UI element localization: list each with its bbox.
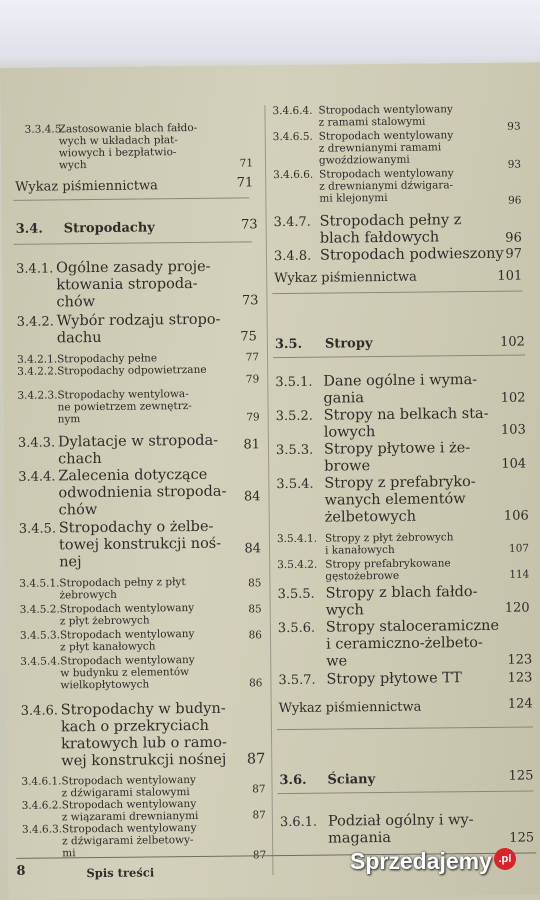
entry-number: 3.5.2.	[275, 408, 313, 425]
entry-title-line: gania	[323, 390, 365, 407]
divider	[14, 241, 252, 244]
section-number: 3.6.	[279, 772, 307, 789]
entry-page: 85	[248, 603, 262, 616]
entry-title-line: Stropodach wentylowany	[318, 129, 454, 143]
entry-number: 3.4.6.2.	[21, 799, 62, 812]
entry-title-line: Stropodach pełny z płyt	[59, 576, 186, 590]
entry-number: 3.5.7.	[278, 672, 316, 689]
entry-title-line: odwodnienia stropoda-	[58, 483, 227, 502]
entry-title-line: wej konstrukcji nośnej	[61, 751, 227, 770]
entry-title-line: Zastosowanie blach fałdo-	[58, 121, 198, 136]
entry-number: 3.5.4.	[276, 476, 314, 493]
entry-number: 3.4.7.	[273, 214, 311, 231]
entry-title-line: z płyt żebrowych	[59, 614, 150, 628]
entry-title-line: Stropodach wentylowany	[61, 821, 197, 836]
entry-page: 104	[501, 456, 527, 472]
entry-page: 96	[505, 230, 522, 246]
entry-title-line: Stropy z blach fałdo-	[325, 584, 478, 602]
entry-title-line: Stropy prefabrykowane	[325, 557, 451, 571]
entry-title-line: magania	[328, 829, 392, 847]
entry-page: 75	[240, 329, 257, 345]
entry-number: 3.4.5.4.	[20, 655, 61, 668]
divider	[278, 790, 534, 794]
entry-page: 93	[507, 158, 522, 171]
entry-title-line: Stropy z prefabryko-	[324, 474, 476, 492]
entry-title-line: z płyt kanałowych	[60, 640, 156, 654]
entry-title-line: Wykaz piśmiennictwa	[274, 269, 417, 287]
divider	[13, 197, 249, 200]
entry-title-line: Stropodach wentylowany	[61, 797, 197, 812]
entry-number: 3.4.6.1.	[21, 775, 62, 788]
entry-title-line: kach o przekryciach	[60, 717, 210, 736]
entry-page: 84	[244, 541, 262, 557]
entry-number: 3.4.5.1.	[19, 577, 60, 590]
entry-number: 3.5.3.	[275, 442, 314, 459]
entry-title-line: wych	[58, 159, 87, 172]
entry-number: 3.4.2.2.	[17, 365, 58, 378]
entry-title-line: z wiązarami drewnianymi	[61, 809, 199, 824]
entry-title-line: kratowych lub o ramo-	[61, 734, 227, 753]
entry-title-line: Stropy płytowe TT	[326, 670, 462, 688]
entry-title-line: Stropodachy o żelbe-	[58, 518, 214, 537]
entry-page: 81	[243, 437, 261, 453]
entry-number: 3.4.3.	[17, 435, 56, 451]
entry-title-line: żelbetowych	[324, 508, 417, 526]
entry-title-line: Stropodachy w budyn-	[60, 700, 226, 719]
entry-number: 3.5.4.2.	[277, 558, 318, 572]
entry-title-line: żebrowych	[59, 588, 117, 602]
book-page	[0, 62, 540, 900]
section-number: 3.5.	[274, 336, 303, 353]
entry-title-line: Stropodach wentylowany	[59, 601, 195, 616]
entry-page: 103	[500, 422, 526, 438]
entry-title-line: Stropy z płyt żebrowych	[324, 531, 454, 545]
entry-title-line: Stropodach podwieszony	[319, 245, 504, 264]
entry-number: 3.4.6.	[20, 703, 59, 719]
entry-number: 3.4.6.3.	[21, 823, 63, 836]
entry-number: 3.3.4.5.	[24, 123, 65, 136]
divider	[277, 726, 533, 730]
entry-page: 86	[248, 629, 263, 642]
entry-title-line: Wykaz piśmiennictwa	[278, 699, 422, 717]
entry-title-line: Stropy na belkach sta-	[323, 405, 489, 424]
entry-number: 3.4.5.3.	[19, 629, 61, 642]
entry-title-line: browe	[324, 458, 371, 475]
entry-page: 86	[249, 677, 263, 690]
entry-title-line: Stropodachy pełne	[56, 352, 158, 366]
entry-title-line: z dźwigarami stalowymi	[61, 786, 190, 800]
watermark-badge: .pl	[494, 848, 516, 870]
entry-title-line: nym	[57, 413, 81, 426]
section-number: 3.4.	[15, 221, 43, 237]
footer-page-number: 8	[16, 863, 26, 879]
entry-title-line: z drewnianymi dźwigara-	[319, 179, 454, 193]
entry-page: 71	[236, 175, 254, 191]
entry-page: 96	[507, 194, 522, 207]
entry-title-line: we	[326, 653, 348, 670]
entry-page: 101	[497, 268, 523, 284]
entry-title-line: Podział ogólny i wy-	[327, 812, 474, 830]
footer-title: Spis treści	[86, 865, 155, 881]
entry-number: 3.4.6.4.	[272, 104, 313, 118]
entry-page: 87	[252, 809, 266, 822]
entry-page: 102	[500, 390, 526, 406]
entry-title-line: Zalecenia dotyczące	[58, 466, 208, 485]
entry-page: 107	[508, 542, 530, 555]
entry-number: 3.4.8.	[273, 248, 312, 265]
entry-title-line: z drewnianymi ramami	[318, 141, 442, 155]
entry-number: 3.4.2.3.	[17, 389, 58, 402]
column-separator	[264, 105, 273, 875]
watermark-logo	[350, 848, 526, 884]
entry-title-line: gęstożebrowe	[325, 569, 400, 583]
divider	[273, 355, 525, 359]
entry-page: 77	[245, 351, 260, 364]
entry-title-line: Stropodach wentylowany	[319, 167, 454, 181]
entry-page: 79	[245, 373, 260, 386]
section-title: Stropodachy	[63, 220, 155, 237]
entry-title-line: mi	[62, 847, 76, 860]
entry-number: 3.4.4.	[18, 469, 56, 485]
entry-number: 3.4.2.1.	[16, 353, 58, 366]
entry-title-line: Stropodach wentylowany	[60, 653, 195, 668]
entry-number: 3.5.1.	[275, 374, 313, 391]
entry-page: 102	[499, 334, 525, 350]
entry-page: 123	[507, 652, 533, 668]
entry-number: 3.5.6.	[277, 620, 316, 637]
entry-title-line: Wybór rodzaju stropo-	[56, 311, 221, 330]
entry-title-line: Stropodachy wentylowa-	[57, 388, 189, 402]
entry-title-line: towej konstrukcji noś-	[58, 535, 222, 554]
entry-page: 85	[247, 577, 262, 590]
entry-title-line: lowych	[323, 424, 376, 441]
entry-title-line: Stropy płytowe i że-	[323, 440, 471, 458]
entry-title-line: blach fałdowych	[319, 229, 440, 247]
entry-number: 3.4.2.	[16, 314, 54, 330]
entry-title-line: wanych elementów	[324, 491, 466, 509]
entry-title-line: nej	[59, 554, 82, 571]
watermark-text: Sprzedajemy	[350, 848, 492, 874]
entry-title-line: Stropodach wentylowany	[59, 627, 195, 642]
entry-title-line: chów	[56, 294, 96, 311]
entry-title-line: Ogólne zasady proje-	[56, 258, 211, 277]
entry-page: 73	[241, 217, 258, 233]
entry-title-line: Stropodach pełny z	[319, 212, 462, 230]
entry-title-line: wielkopłytowych	[60, 678, 150, 692]
entry-title-line: Stropodachy odpowietrzane	[57, 363, 207, 378]
entry-page: 120	[504, 600, 530, 616]
entry-title-line: wych w układach płat-	[58, 134, 178, 148]
entry-title-line: w budynku z elementów	[60, 666, 190, 680]
entry-title-line: gwoździowanymi	[318, 153, 410, 167]
entry-page: 87	[252, 783, 266, 796]
entry-page: 125	[509, 830, 535, 846]
entry-page: 123	[507, 670, 533, 686]
entry-number: 3.5.5.	[277, 586, 315, 603]
entry-number: 3.4.5.	[18, 521, 57, 537]
entry-title-line: Stropodach wentylowany	[61, 773, 197, 788]
entry-title-line: Stropy staloceramiczne	[325, 617, 500, 636]
divider	[272, 291, 522, 295]
entry-page: 125	[508, 768, 534, 784]
entry-page: 73	[241, 293, 259, 309]
entry-title-line: Dylatacje w stropoda-	[57, 432, 219, 451]
entry-title-line: chów	[58, 502, 98, 519]
entry-number: 3.4.6.6.	[273, 168, 314, 182]
entry-title-line: mi klejonymi	[319, 191, 388, 205]
entry-number: 3.4.1.	[16, 261, 54, 277]
entry-number: 3.5.4.1.	[276, 532, 318, 546]
section-title: Stropy	[324, 336, 373, 352]
entry-title-line: Wykaz piśmiennictwa	[15, 178, 158, 195]
entry-page: 87	[246, 751, 266, 768]
entry-page: 97	[505, 246, 523, 262]
entry-page: 93	[507, 120, 521, 133]
entry-title-line: z ramami stalowymi	[318, 115, 426, 129]
section-title: Ściany	[327, 772, 376, 788]
entry-title-line: i ceramiczno-żelbeto-	[325, 634, 483, 653]
entry-title-line: ne powietrzem zewnętrz-	[57, 400, 192, 414]
entry-page: 84	[243, 489, 261, 505]
entry-page: 79	[246, 411, 260, 424]
entry-title-line: i kanałowych	[325, 543, 395, 557]
entry-title-line: Dane ogólne i wyma-	[323, 372, 478, 390]
entry-title-line: z dźwigarami żelbetowy-	[62, 834, 194, 848]
entry-title-line: ktowania stropoda-	[56, 275, 198, 294]
entry-title-line: wiowych i bezpłatwio-	[58, 146, 177, 160]
entry-title-line: chach	[58, 450, 102, 468]
entry-number: 3.6.1.	[279, 814, 318, 831]
entry-title-line: Stropodach wentylowany	[318, 103, 454, 117]
entry-title-line: dachu	[56, 329, 102, 347]
entry-title-line: wych	[325, 602, 364, 619]
entry-page: 71	[239, 157, 254, 170]
entry-page: 106	[503, 508, 529, 524]
entry-page: 114	[509, 568, 530, 581]
entry-number: 3.4.5.2.	[19, 603, 60, 616]
entry-page: 124	[507, 696, 533, 712]
entry-number: 3.4.6.5.	[272, 130, 313, 144]
